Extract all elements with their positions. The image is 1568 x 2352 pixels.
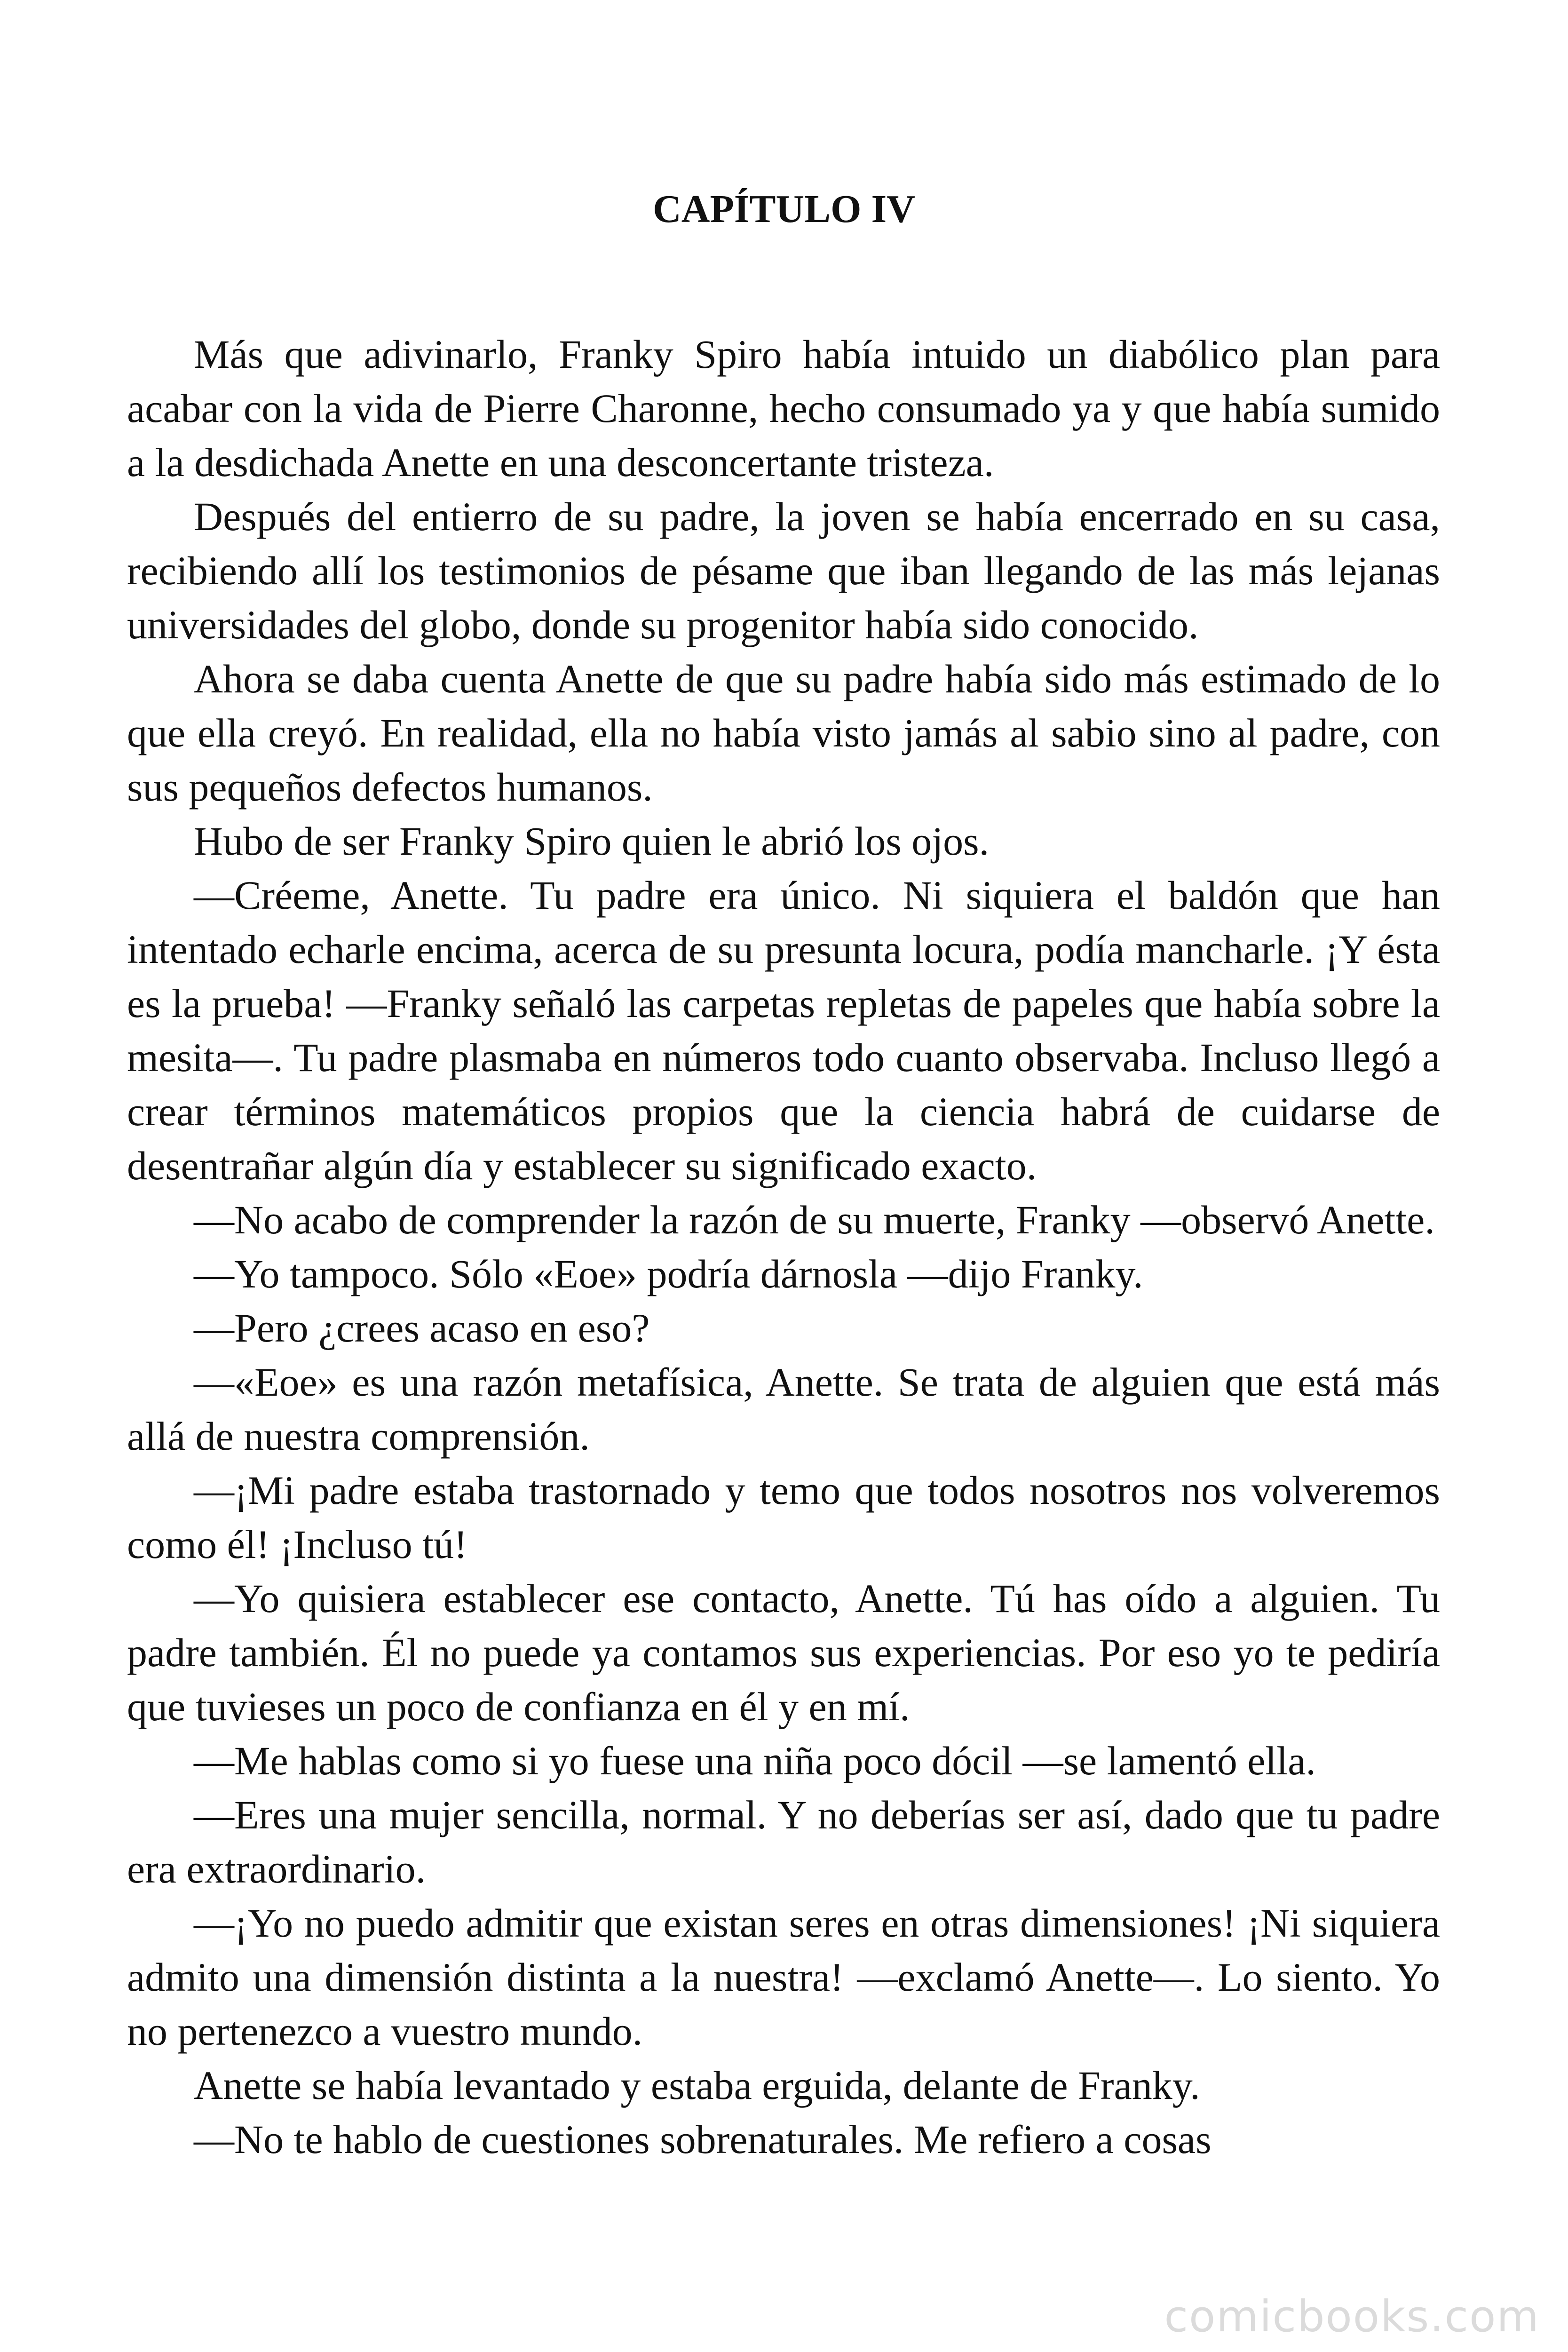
- paragraph: —No te hablo de cuestiones sobrenaturales. Me refiero a cosas: [194, 2117, 1212, 2162]
- paragraph: Hubo de ser Franky Spiro quien le abrió los ojos.: [194, 818, 990, 864]
- site-watermark: comicbooks.com: [1164, 2291, 1540, 2342]
- paragraph: Ahora se daba cuenta Anette de que su padre había sido más estimado de lo que ella creyó. En realidad, ella no había visto jamás al sabio sino al padre, con sus pequeños defectos humanos.: [127, 656, 1440, 810]
- paragraph: Más que adivinarlo, Franky Spiro había intuido un diabólico plan para acabar con la vida de Pierre Charonne, hecho consumado ya y que había sumido a la desdichada Anette en una desconcertante tristeza.: [127, 332, 1440, 485]
- paragraph: —Yo quisiera establecer ese contacto, Anette. Tú has oído a alguien. Tu padre también. Él no puede ya contamos sus experiencias. Por eso yo te pediría que tuvieses un poco de confianza en él y en mí.: [127, 1576, 1440, 1729]
- paragraph: —«Eoe» es una razón metafísica, Anette. Se trata de alguien que está más allá de nuestra comprensión.: [127, 1359, 1440, 1459]
- chapter-body: [127, 327, 1440, 2167]
- paragraph: —Pero ¿crees acaso en eso?: [194, 1305, 650, 1351]
- paragraph: —Me hablas como si yo fuese una niña poco dócil —se lamentó ella.: [194, 1738, 1316, 1783]
- paragraph: —Yo tampoco. Sólo «Eoe» podría dárnosla —dijo Franky.: [194, 1251, 1143, 1296]
- chapter-title: CAPÍTULO IV: [653, 187, 915, 231]
- paragraph: —¡Mi padre estaba trastornado y temo que todos nosotros nos volveremos como él! ¡Incluso tú!: [127, 1468, 1440, 1567]
- paragraph: Anette se había levantado y estaba erguida, delante de Franky.: [194, 2063, 1200, 2108]
- paragraph: Después del entierro de su padre, la joven se había encerrado en su casa, recibiendo allí los testimonios de pésame que iban llegando de las más lejanas universidades del globo, donde su progenitor había sido conocido.: [127, 494, 1440, 647]
- paragraph: —No acabo de comprender la razón de su muerte, Franky —observó Anette.: [194, 1197, 1435, 1242]
- paragraph: —Eres una mujer sencilla, normal. Y no deberías ser así, dado que tu padre era extraordinario.: [127, 1792, 1440, 1891]
- paragraph: —Créeme, Anette. Tu padre era único. Ni siquiera el baldón que han intentado echarle encima, acerca de su presunta locura, podía mancharle. ¡Y ésta es la prueba! —Franky señaló las carpetas repletas de papeles que había sobre la mesita—. Tu padre plasmaba en números todo cuanto observaba. Incluso llegó a crear términos matemáticos propios que la ciencia habrá de cuidarse de desentrañar algún día y establecer su significado exacto.: [127, 873, 1440, 1188]
- paragraph: —¡Yo no puedo admitir que existan seres en otras dimensiones! ¡Ni siquiera admito una dimensión distinta a la nuestra! —exclamó Anette—. Lo siento. Yo no pertenezco a vuestro mundo.: [127, 1900, 1440, 2054]
